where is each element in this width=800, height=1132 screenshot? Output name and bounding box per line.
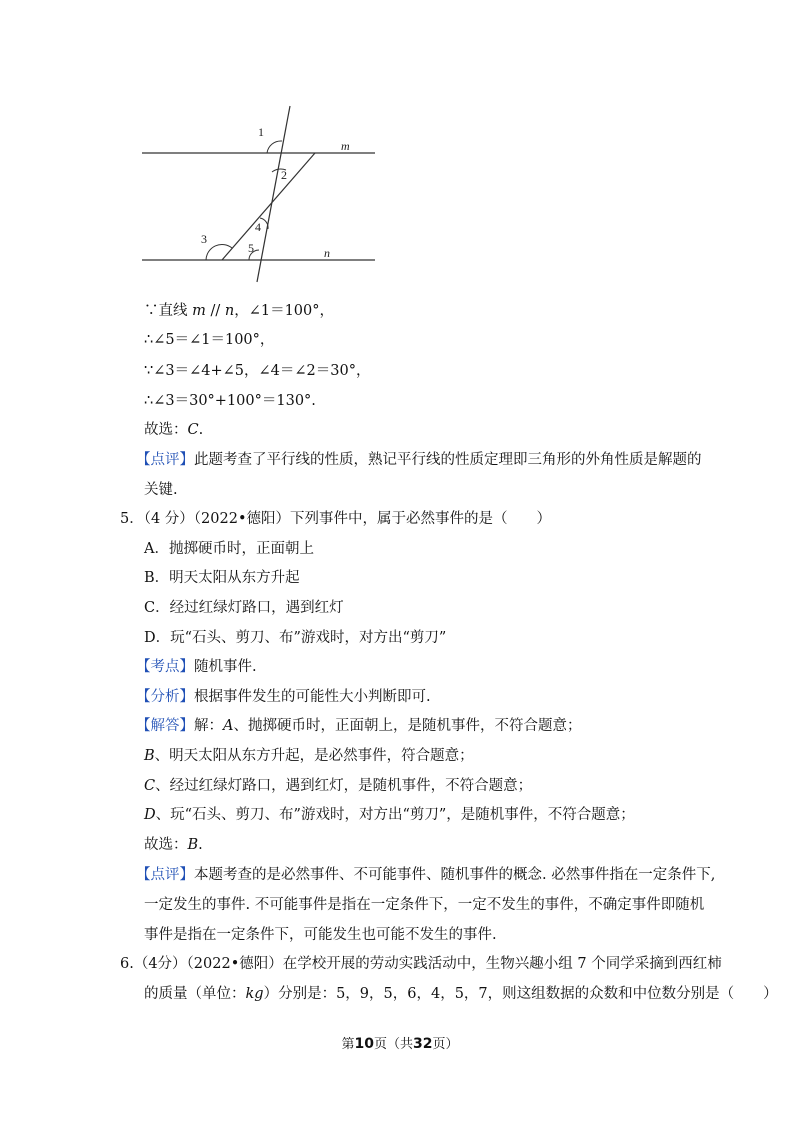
text: 第 [341,1037,355,1052]
q4-answer [144,419,203,441]
text: 、明天太阳从东方升起，是必然事件，符合题意； [154,748,474,764]
text: 故选： [144,422,188,438]
comment-tag: 【点评】 [136,452,194,468]
unit: kg [245,986,264,1002]
text: 页（共 [373,1037,413,1052]
text: 故选： [144,837,188,853]
angle-1-arc [267,141,282,153]
q4-step-3: ∵∠3＝∠4+∠5，∠4＝∠2＝30°， [144,363,371,379]
q5-comment-3: 事件是指在一定条件下，可能发生也可能不发生的事件. [144,927,497,943]
kaodian-tag: 【考点】 [136,659,194,675]
fenxi-tag: 【分析】 [136,689,194,705]
comment-tag: 【点评】 [136,867,194,883]
text: 随机事件. [194,659,257,675]
q5-jieda [136,715,581,737]
q5-comment-2: 一定发生的事件. 不可能事件是指在一定条件下，一定不发生的事件，不确定事件即随机 [144,897,705,913]
option-letter: B [144,748,155,764]
q5-comment [136,864,715,886]
q4-comment-cont: 关键. [144,482,178,498]
q5-jieda-c [144,775,532,797]
text: ∵直线 [144,303,193,319]
q6-stem-2 [144,983,778,1005]
q5-option-b: B．明天太阳从东方升起 [144,570,300,586]
angle-5-label: 5 [248,241,254,255]
text: 根据事件发生的可能性大小判断即可. [194,689,431,705]
q5-kaodian [136,656,257,678]
q5-option-c: C．经过红绿灯路口，遇到红灯 [144,600,344,616]
page-footer [0,1033,800,1052]
q4-comment [136,449,702,471]
q5-jieda-d [144,804,635,826]
text: 解： [194,718,223,734]
line-m-label: m [341,139,350,153]
q5-fenxi [136,686,431,708]
geometry-figure [0,0,800,300]
q6-stem: 6.（4分）（2022•德阳）在学校开展的劳动实践活动中，生物兴趣小组 7 个同学采摘到西红柿 [120,956,722,972]
text: ）分别是：5，9，5，6，4，5，7，则这组数据的众数和中位数分别是（ ） [263,986,778,1002]
angle-4-label: 4 [255,220,261,234]
text: 此题考查了平行线的性质，熟记平行线的性质定理即三角形的外角性质是解题的 [194,452,702,468]
var-n: n [224,303,235,319]
triangle-side-line [222,153,315,260]
jieda-tag: 【解答】 [136,718,194,734]
line-n-label: n [324,246,330,260]
angle-2-label: 2 [281,168,287,182]
text: 页） [432,1037,459,1052]
angle-3-label: 3 [201,232,207,246]
option-letter: D [144,807,156,823]
text: ，∠1＝100°， [234,303,335,319]
text: 的质量（单位： [144,986,246,1002]
answer-letter: B [187,837,199,853]
page-number: 10 [354,1036,374,1052]
option-letter: A [223,718,234,734]
answer-letter: C [187,422,199,438]
text: . [198,422,204,438]
q4-given-line [144,300,334,322]
q5-jieda-b [144,745,474,767]
text: 本题考查的是必然事件、不可能事件、随机事件的概念. 必然事件指在一定条件下, [194,867,716,883]
q4-step-4: ∴∠3＝30°+100°＝130°. [144,393,316,409]
text: 、抛掷硬币时，正面朝上，是随机事件，不符合题意； [233,718,582,734]
var-m: m [192,303,206,319]
q4-step-2: ∴∠5＝∠1＝100°， [144,332,275,348]
q5-option-a: A．抛掷硬币时，正面朝上 [144,541,314,557]
angle-1-label: 1 [258,125,264,139]
text: // [205,303,225,319]
text: . [198,837,203,853]
text: 、经过红绿灯路口，遇到红灯，是随机事件，不符合题意； [155,778,533,794]
option-letter: C [144,778,156,794]
q5-option-d: D．玩“石头、剪刀、布”游戏时，对方出“剪刀” [144,630,447,646]
total-pages: 32 [413,1036,433,1052]
q5-stem: 5．（4 分）（2022•德阳）下列事件中，属于必然事件的是（ ） [120,511,552,527]
text: 、玩“石头、剪刀、布”游戏时，对方出“剪刀”，是随机事件，不符合题意； [155,807,635,823]
q5-answer [144,834,203,856]
